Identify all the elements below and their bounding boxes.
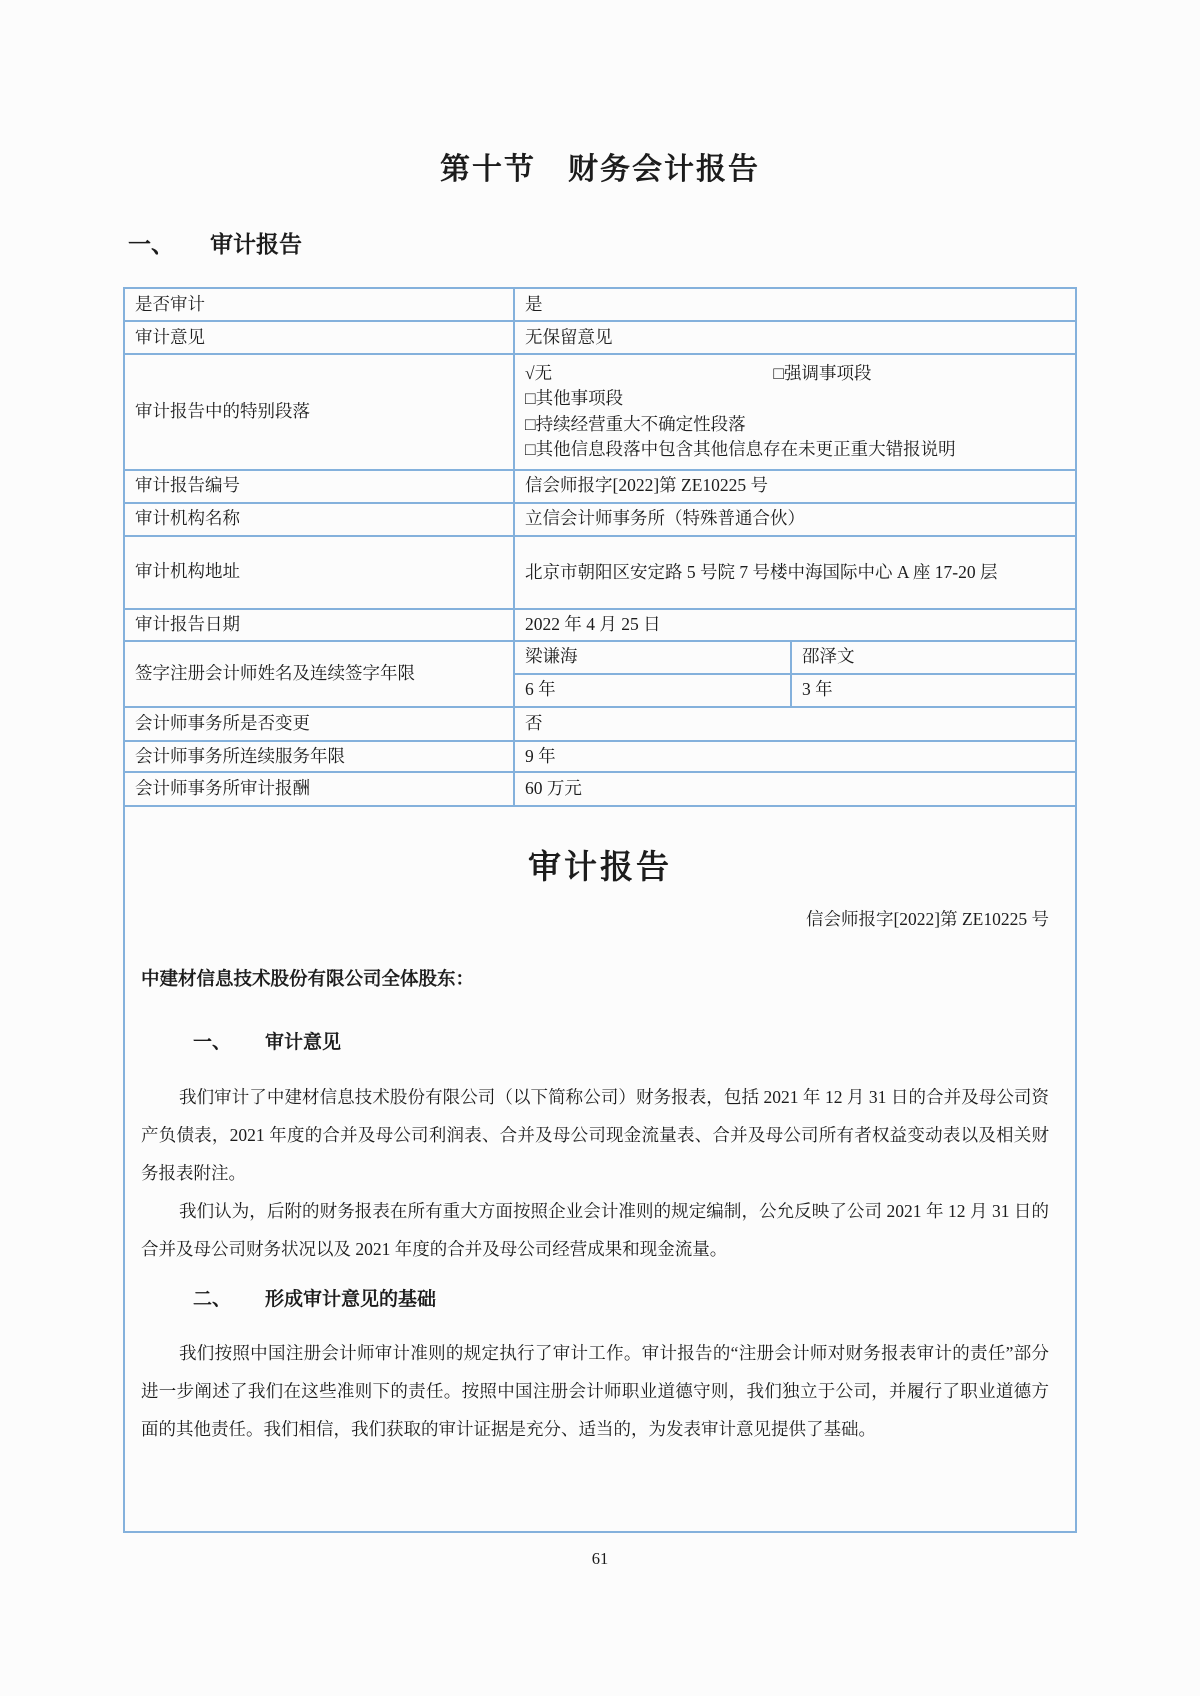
table-row-service-years bbox=[124, 741, 1076, 772]
row-label-opinion: 审计意见 bbox=[124, 321, 514, 354]
row-value-report-number: 信会师报字[2022]第 ZE10225 号 bbox=[514, 470, 1076, 503]
row-value-firm-name: 立信会计师事务所（特殊普通合伙） bbox=[514, 503, 1076, 536]
row-value-audit-fee: 60 万元 bbox=[514, 772, 1076, 806]
row-label-signers: 签字注册会计师姓名及连续签字年限 bbox=[124, 641, 514, 707]
signer-years-1: 6 年 bbox=[514, 674, 791, 707]
report-addressee: 中建材信息技术股份有限公司全体股东： bbox=[141, 968, 475, 990]
report-section2-title: 形成审计意见的基础 bbox=[265, 1289, 437, 1311]
signer-years-2: 3 年 bbox=[791, 674, 1076, 707]
table-row-firm-changed bbox=[124, 707, 1076, 741]
report-section2-number: 二、 bbox=[193, 1289, 232, 1311]
report-section1-title: 审计意见 bbox=[265, 1031, 342, 1053]
checkbox-option-none: √无 bbox=[525, 363, 553, 383]
row-value-service-years: 9 年 bbox=[514, 741, 1076, 772]
page-number: 61 bbox=[591, 1549, 609, 1568]
signer-name-2: 邵泽文 bbox=[791, 641, 1076, 674]
row-label-firm-changed: 会计师事务所是否变更 bbox=[124, 707, 514, 741]
report-paragraph-3: 我们按照中国注册会计师审计准则的规定执行了审计工作。审计报告的“注册会计师对财务报表审计的责任”部分进一步阐述了我们在这些准则下的责任。按照中国注册会计师职业道德守则，我们独立于公司，并履行了职业道德方面的其他责任。我们相信，我们获取的审计证据是充分、适当的，为发表审计意见提供了基础。 bbox=[141, 1343, 1049, 1439]
row-value-special-paragraphs bbox=[514, 354, 1076, 470]
row-value-firm-changed: 否 bbox=[514, 707, 1076, 741]
row-label-audited: 是否审计 bbox=[124, 288, 514, 321]
table-row-report-date bbox=[124, 609, 1076, 641]
row-label-special-paragraphs: 审计报告中的特别段落 bbox=[124, 354, 514, 470]
table-row-audited bbox=[124, 288, 1076, 321]
table-row-special-paragraphs bbox=[124, 354, 1076, 470]
section-heading-audit-report bbox=[128, 226, 302, 259]
checkbox-option-other-info: □其他信息段落中包含其他信息存在未更正重大错报说明 bbox=[525, 439, 956, 460]
page-title: 第十节 财务会计报告 bbox=[440, 153, 760, 186]
table-row-firm-address bbox=[124, 536, 1076, 609]
row-label-firm-name: 审计机构名称 bbox=[124, 503, 514, 536]
report-title: 审计报告 bbox=[528, 847, 672, 885]
row-label-service-years: 会计师事务所连续服务年限 bbox=[124, 741, 514, 772]
table-row-report-number bbox=[124, 470, 1076, 503]
row-label-audit-fee: 会计师事务所审计报酬 bbox=[124, 772, 514, 806]
report-paragraph-1: 我们审计了中建材信息技术股份有限公司（以下简称公司）财务报表，包括 2021 年 12 月 31 日的合并及母公司资产负债表，2021 年度的合并及母公司利润表、合并及母公司现金流量表、合并及母公司所有者权益变动表以及相关财务报表附注。 bbox=[141, 1087, 1049, 1184]
checkbox-option-going-concern: □持续经营重大不确定性段落 bbox=[525, 413, 746, 434]
row-label-report-number: 审计报告编号 bbox=[124, 470, 514, 503]
section-title: 审计报告 bbox=[210, 231, 302, 257]
report-body-cell bbox=[124, 806, 1076, 1532]
report-paragraph-2: 我们认为，后附的财务报表在所有重大方面按照企业会计准则的规定编制，公允反映了公司 2021 年 12 月 31 日的合并及母公司财务状况以及 2021 年度的合并及母公司经营成果和现金流量。 bbox=[141, 1201, 1049, 1260]
audit-summary-table bbox=[123, 287, 1077, 1533]
row-value-firm-address: 北京市朝阳区安定路 5 号院 7 号楼中海国际中心 A 座 17-20 层 bbox=[514, 536, 1076, 609]
table-row-audit-fee bbox=[124, 772, 1076, 806]
checkbox-option-emphasis: □强调事项段 bbox=[773, 363, 872, 383]
checkbox-option-other-matters: □其他事项段 bbox=[525, 388, 624, 409]
report-section1-number: 一、 bbox=[193, 1031, 232, 1053]
section-number: 一、 bbox=[128, 231, 174, 257]
row-label-firm-address: 审计机构地址 bbox=[124, 536, 514, 609]
row-value-opinion: 无保留意见 bbox=[514, 321, 1076, 354]
table-row-report-body bbox=[124, 806, 1076, 1532]
row-value-report-date: 2022 年 4 月 25 日 bbox=[514, 609, 1076, 641]
report-section1-heading bbox=[125, 1029, 1075, 1057]
report-ref-number: 信会师报字[2022]第 ZE10225 号 bbox=[805, 908, 1049, 929]
report-section2-heading bbox=[125, 1286, 1075, 1314]
table-row-opinion bbox=[124, 321, 1076, 354]
row-value-audited: 是 bbox=[514, 288, 1076, 321]
table-row-firm-name bbox=[124, 503, 1076, 536]
table-row-signer-names bbox=[124, 641, 1076, 674]
row-label-report-date: 审计报告日期 bbox=[124, 609, 514, 641]
signer-name-1: 梁谦海 bbox=[514, 641, 791, 674]
special-options-line1 bbox=[525, 361, 1065, 386]
